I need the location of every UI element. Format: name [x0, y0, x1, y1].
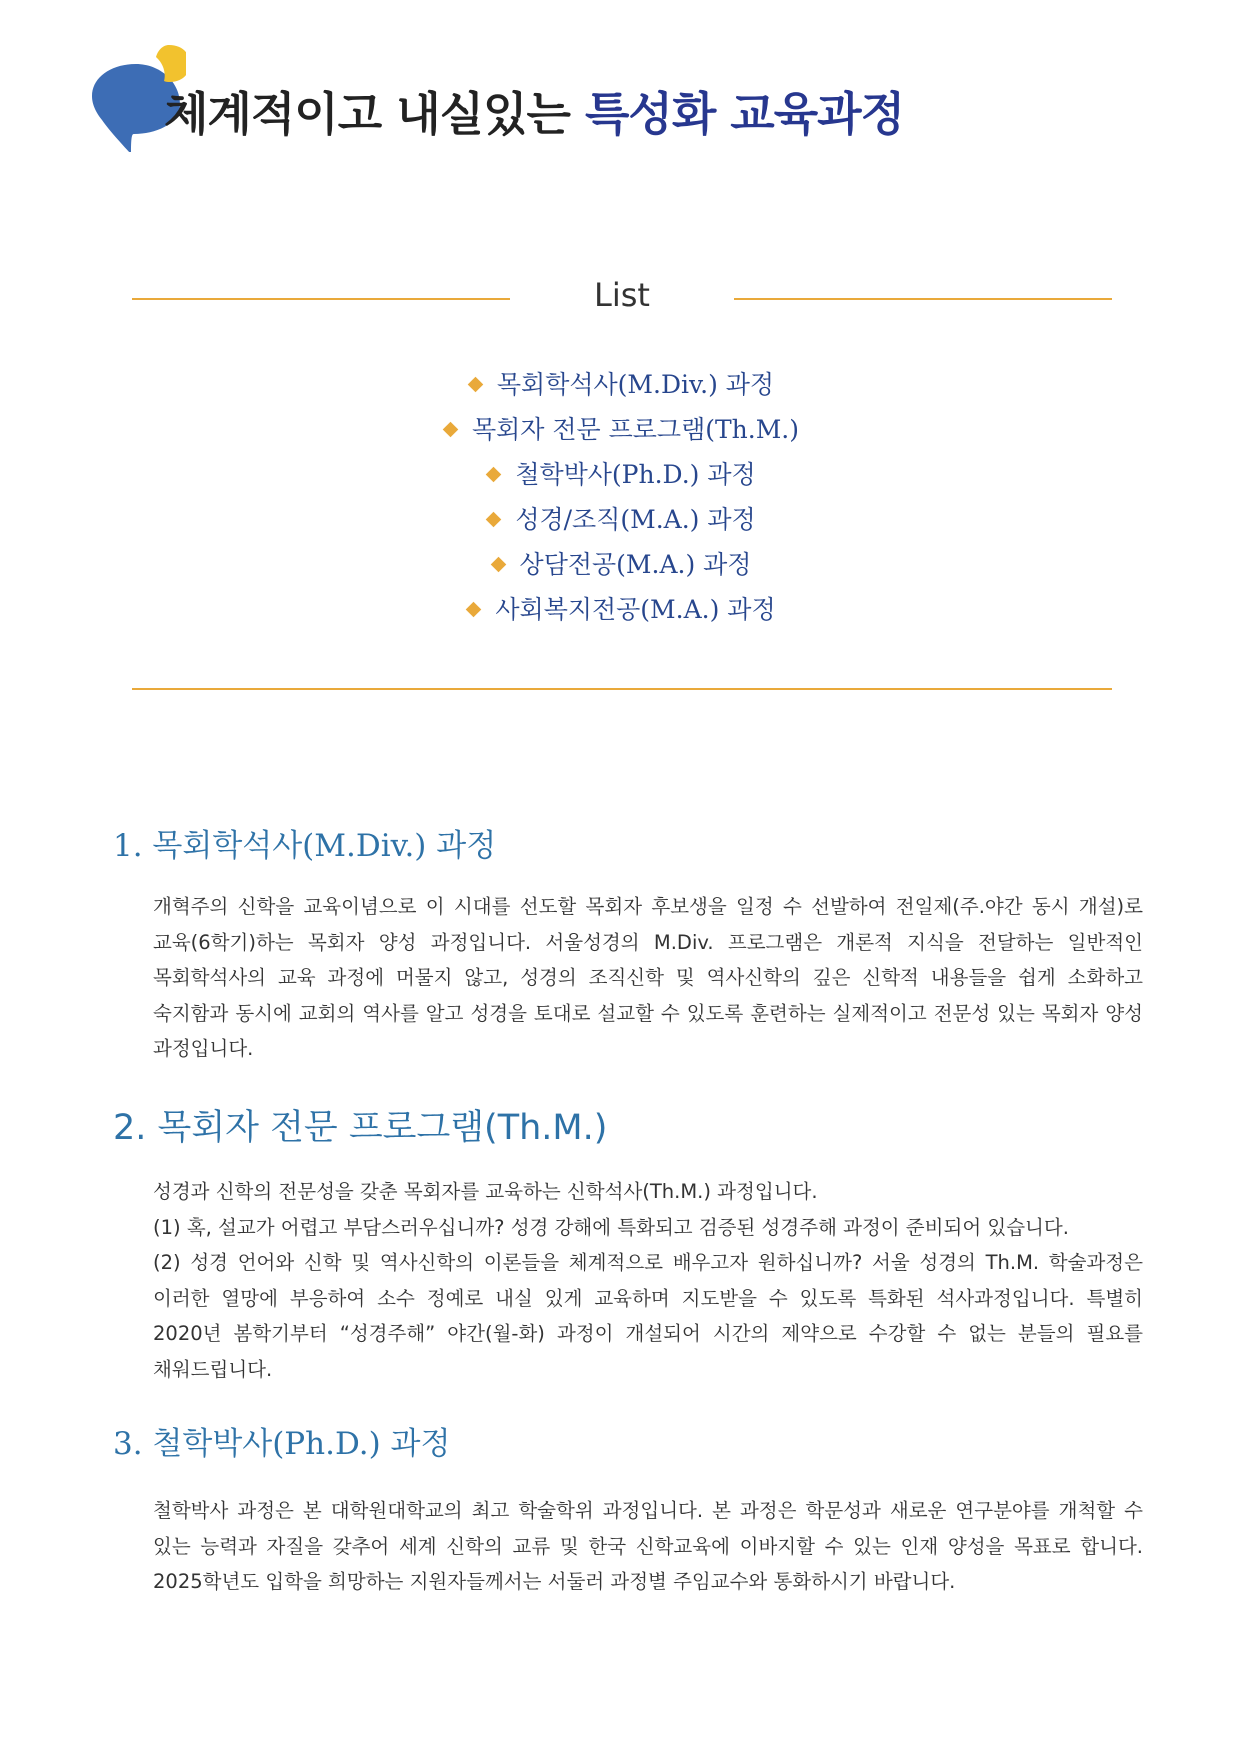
page-title-accent: 특성화 교육과정 [584, 87, 905, 141]
section-heading: 2. 목회자 전문 프로그램(Th.M.) [113, 1108, 608, 1148]
diamond-bullet-icon [486, 512, 502, 528]
section-mdiv [113, 820, 1143, 1067]
section-paragraph: (2) 성경 언어와 신학 및 역사신학의 이론들을 체계적으로 배우고자 원하십니까? 서울 성경의 Th.M. 학술과정은 이러한 열망에 부응하여 소수 정예로 내실 있게 교육하며 지도받을 수 있도록 특화된 석사과정입니다. 특별히 2020년 봄학기부터 “성경주해” 야간(월-화) 과정이 개설되어 시간의 제약으로 수강할 수 없는 분들의 필요를 채워드립니다. [153, 1251, 1143, 1381]
list-rule-top-right [734, 298, 1112, 300]
section-paragraph: 철학박사 과정은 본 대학원대학교의 최고 학술학위 과정입니다. 본 과정은 학문성과 새로운 연구분야를 개척할 수 있는 능력과 자질을 갖추어 세계 신학의 교류 및 한국 신학교육에 이바지할 수 있는 인재 양성을 목표로 합니다. 2025학년도 입학을 희망하는 지원자들께서는 서둘러 과정별 주임교수와 통화하시기 바랍니다. [153, 1499, 1143, 1593]
course-list-box [132, 270, 1112, 690]
diamond-bullet-icon [490, 557, 506, 573]
list-rule-top-left [132, 298, 510, 300]
list-item [132, 452, 1112, 497]
list-heading: List [594, 276, 650, 314]
section-paragraph: 개혁주의 신학을 교육이념으로 이 시대를 선도할 목회자 후보생을 일정 수 선발하여 전일제(주.야간 동시 개설)로 교육(6학기)하는 목회자 양성 과정입니다. 서울성경의 M.Div. 프로그램은 개론적 지식을 전달하는 일반적인 목회학석사의 교육 과정에 머물지 않고, 성경의 조직신학 및 역사신학의 깊은 신학적 내용들을 쉽게 소화하고 숙지함과 동시에 교회의 역사를 알고 성경을 토대로 설교할 수 있도록 훈련하는 실제적이고 전문성 있는 목회자 양성 과정입니다. [153, 895, 1143, 1060]
list-rule-bottom [132, 688, 1112, 690]
section-body [153, 1493, 1143, 1600]
list-item [132, 497, 1112, 542]
list-item [132, 362, 1112, 407]
list-item-label: 사회복지전공(M.A.) 과정 [495, 595, 776, 624]
section-heading: 3. 철학박사(Ph.D.) 과정 [113, 1426, 451, 1462]
section-phd [113, 1418, 1143, 1600]
page-title-lead: 체계적이고 내실있는 [164, 87, 585, 141]
list-item [132, 542, 1112, 587]
diamond-bullet-icon [486, 467, 502, 483]
list-item-label: 상담전공(M.A.) 과정 [519, 550, 752, 579]
diamond-bullet-icon [466, 602, 482, 618]
list-item [132, 587, 1112, 632]
course-list [132, 362, 1112, 632]
list-item-label: 목회학석사(M.Div.) 과정 [496, 370, 775, 399]
section-paragraph: (1) 혹, 설교가 어렵고 부담스러우십니까? 성경 강해에 특화되고 검증된 성경주해 과정이 준비되어 있습니다. [153, 1215, 1069, 1239]
diamond-bullet-icon [443, 422, 459, 438]
section-body [153, 1174, 1143, 1387]
section-body [153, 889, 1143, 1067]
section-thm [113, 1100, 1143, 1387]
diamond-bullet-icon [468, 377, 484, 393]
section-paragraph: 성경과 신학의 전문성을 갖춘 목회자를 교육하는 신학석사(Th.M.) 과정입니다. [153, 1180, 818, 1203]
list-item [132, 407, 1112, 452]
page-header [76, 42, 1076, 152]
list-item-label: 목회자 전문 프로그램(Th.M.) [471, 415, 800, 444]
list-item-label: 성경/조직(M.A.) 과정 [515, 505, 756, 534]
page-title [164, 78, 904, 144]
list-item-label: 철학박사(Ph.D.) 과정 [515, 460, 756, 489]
section-heading: 1. 목회학석사(M.Div.) 과정 [113, 828, 497, 864]
